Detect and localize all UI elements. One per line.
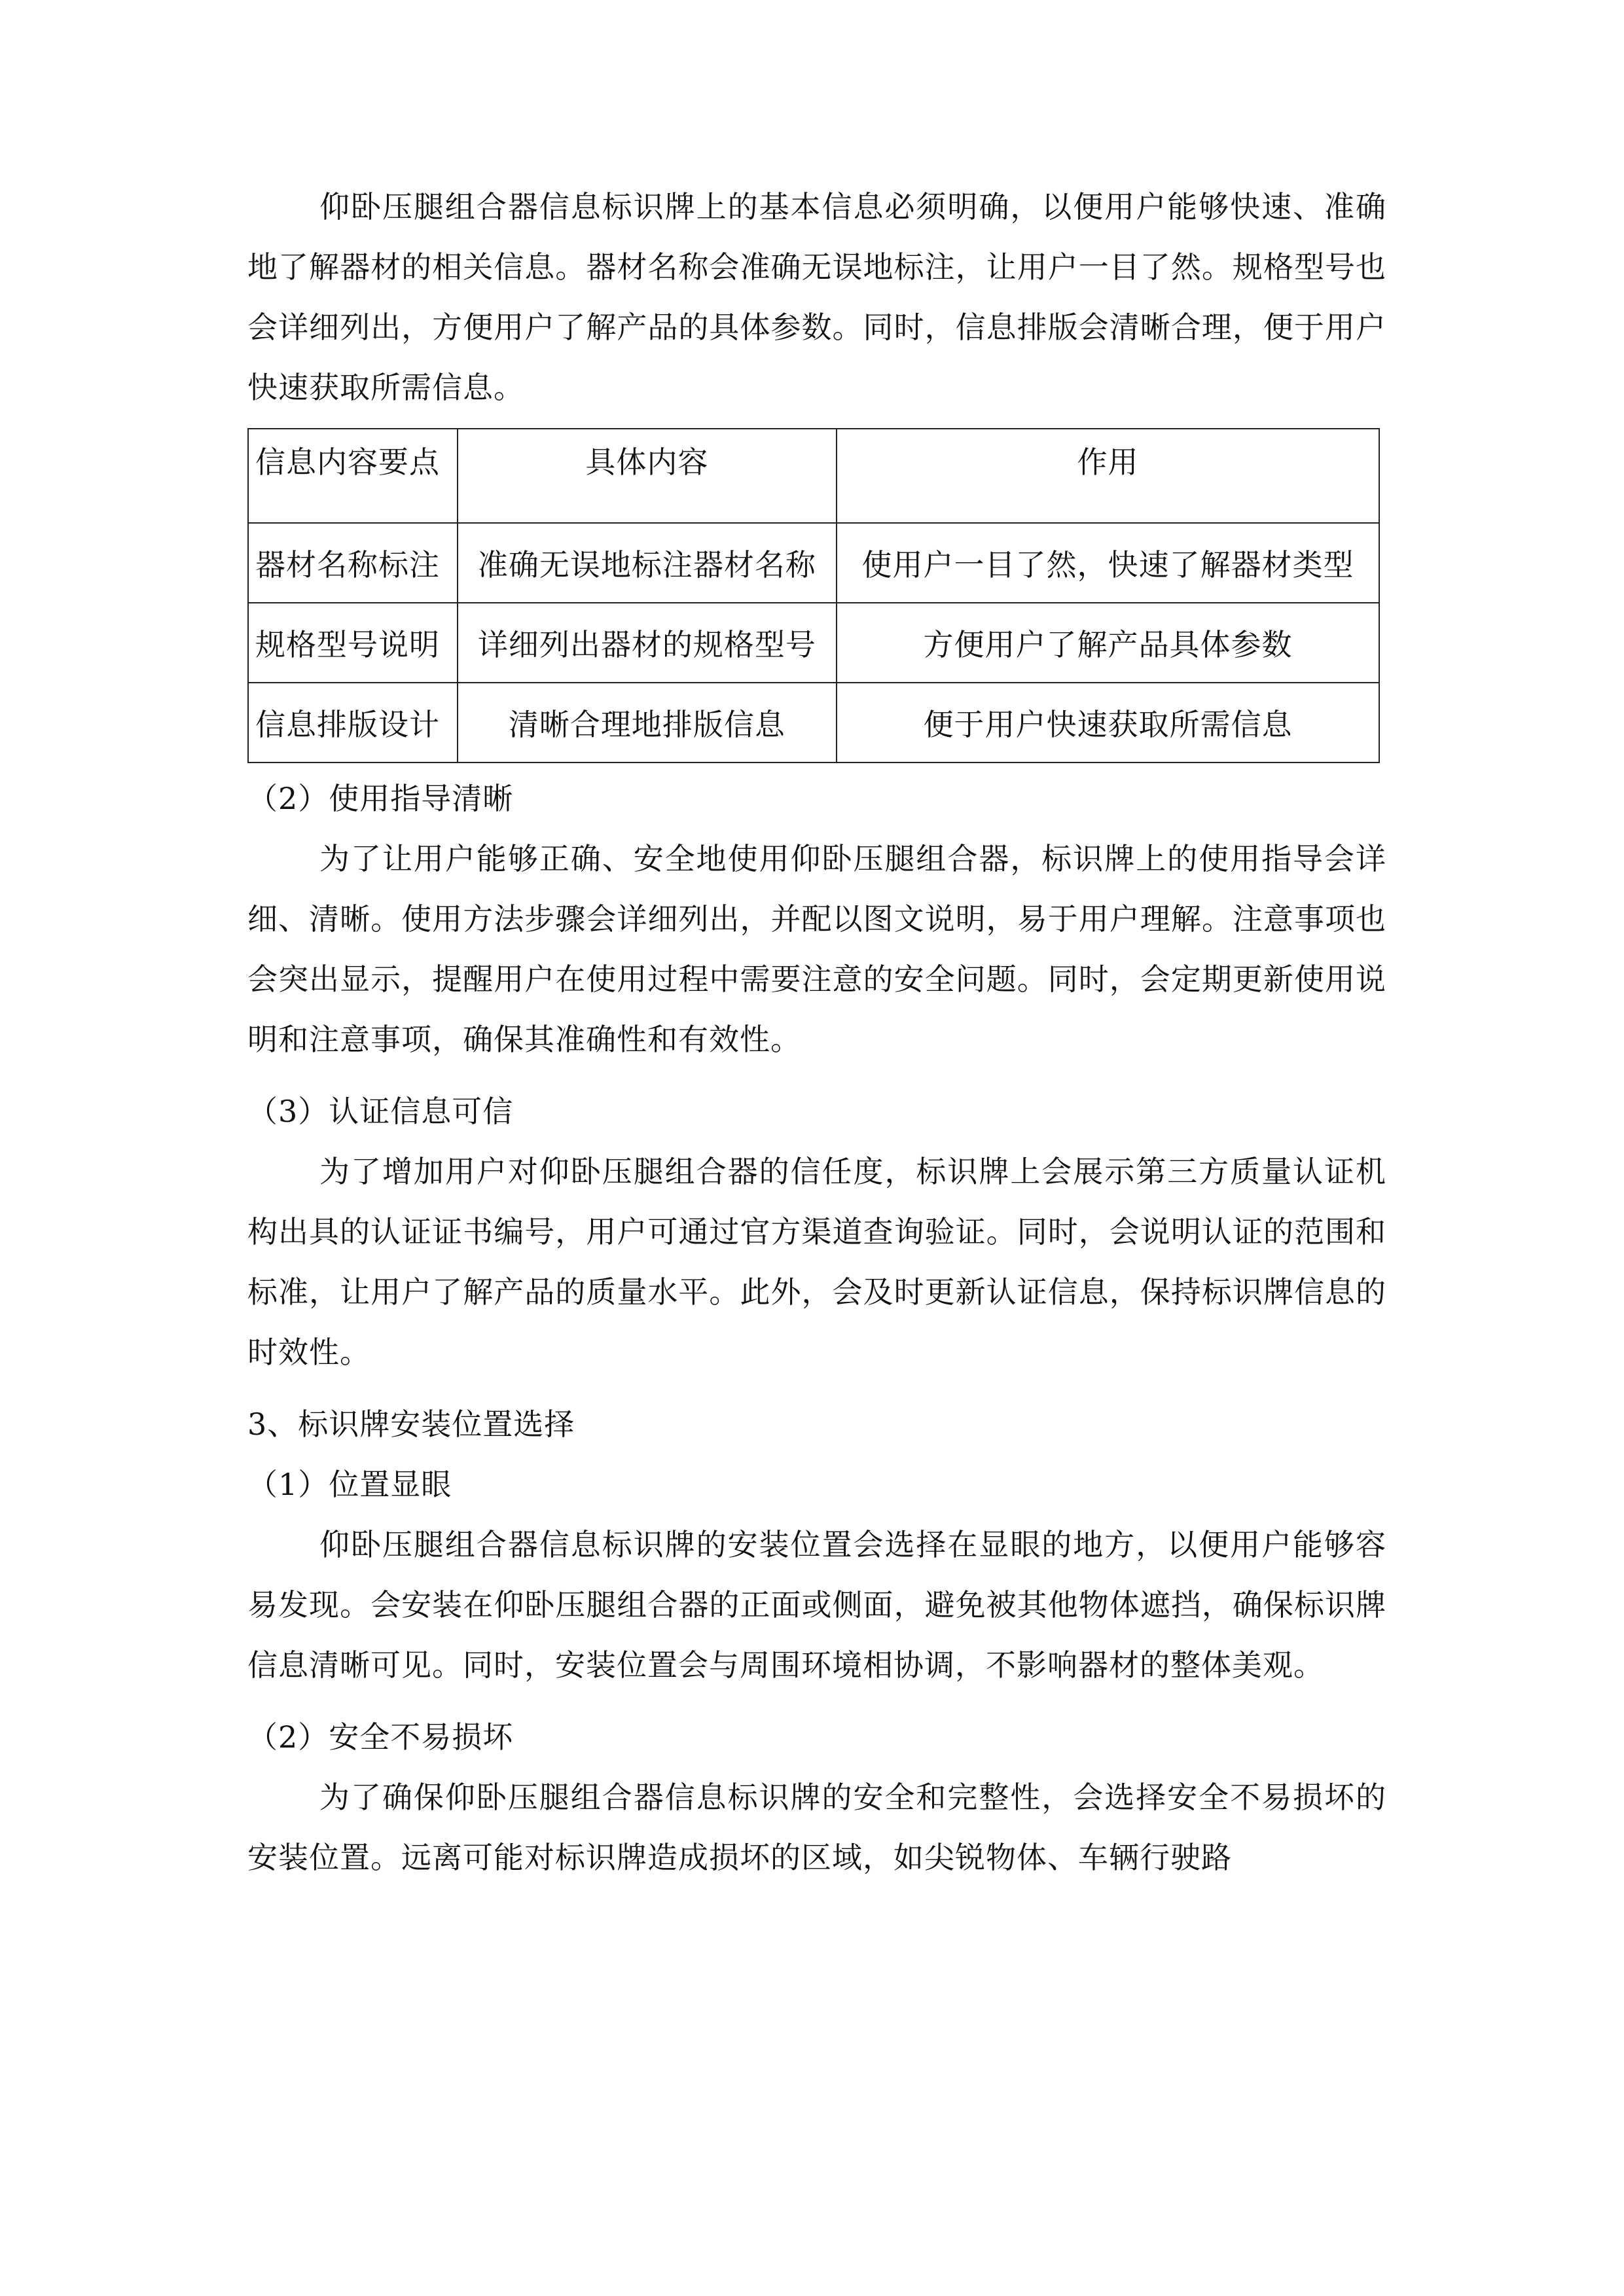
document-content	[247, 177, 1386, 1888]
info-table	[247, 428, 1380, 763]
section-heading-safe-position: （2）安全不易损坏	[247, 1719, 514, 1755]
usage-guide-paragraph: 为了让用户能够正确、安全地使用仰卧压腿组合器，标识牌上的使用指导会详细、清晰。使用方法步骤会详细列出，并配以图文说明，易于用户理解。注意事项也会突出显示，提醒用户在使用过程中需要注意的安全问题。同时，会定期更新使用说明和注意事项，确保其准确性和有效性。	[247, 841, 1386, 1057]
safe-position-paragraph: 为了确保仰卧压腿组合器信息标识牌的安全和完整性，会选择安全不易损坏的安装位置。远离可能对标识牌造成损坏的区域，如尖锐物体、车辆行驶路	[247, 1780, 1386, 1875]
table-header-cell: 具体内容	[458, 429, 837, 523]
table-row	[248, 603, 1379, 683]
table-cell: 方便用户了解产品具体参数	[837, 603, 1379, 683]
section-heading-usage-guide: （2）使用指导清晰	[247, 781, 514, 816]
table-cell: 详细列出器材的规格型号	[458, 603, 837, 683]
intro-paragraph: 仰卧压腿组合器信息标识牌上的基本信息必须明确，以便用户能够快速、准确地了解器材的相关信息。器材名称会准确无误地标注，让用户一目了然。规格型号也会详细列出，方便用户了解产品的具体参数。同时，信息排版会清晰合理，便于用户快速获取所需信息。	[247, 189, 1386, 405]
table-cell: 器材名称标注	[248, 523, 458, 603]
table-cell: 规格型号说明	[248, 603, 458, 683]
visible-position-paragraph: 仰卧压腿组合器信息标识牌的安装位置会选择在显眼的地方，以便用户能够容易发现。会安装在仰卧压腿组合器的正面或侧面，避免被其他物体遮挡，确保标识牌信息清晰可见。同时，安装位置会与周围环境相协调，不影响器材的整体美观。	[247, 1527, 1386, 1683]
table-cell: 便于用户快速获取所需信息	[837, 683, 1379, 762]
table-header-cell: 作用	[837, 429, 1379, 523]
table-row	[248, 523, 1379, 603]
table-row	[248, 683, 1379, 762]
section-heading-visible-position: （1）位置显眼	[247, 1467, 452, 1502]
table-header-row	[248, 429, 1379, 523]
table-header-cell: 信息内容要点	[248, 429, 458, 523]
table-cell: 使用户一目了然，快速了解器材类型	[837, 523, 1379, 603]
certification-paragraph: 为了增加用户对仰卧压腿组合器的信任度，标识牌上会展示第三方质量认证机构出具的认证证书编号，用户可通过官方渠道查询验证。同时，会说明认证的范围和标准，让用户了解产品的质量水平。此外，会及时更新认证信息，保持标识牌信息的时效性。	[247, 1154, 1386, 1370]
table-cell: 清晰合理地排版信息	[458, 683, 837, 762]
section-title-install-location: 3、标识牌安装位置选择	[247, 1407, 575, 1442]
section-heading-certification: （3）认证信息可信	[247, 1094, 514, 1129]
table-cell: 信息排版设计	[248, 683, 458, 762]
table-cell: 准确无误地标注器材名称	[458, 523, 837, 603]
